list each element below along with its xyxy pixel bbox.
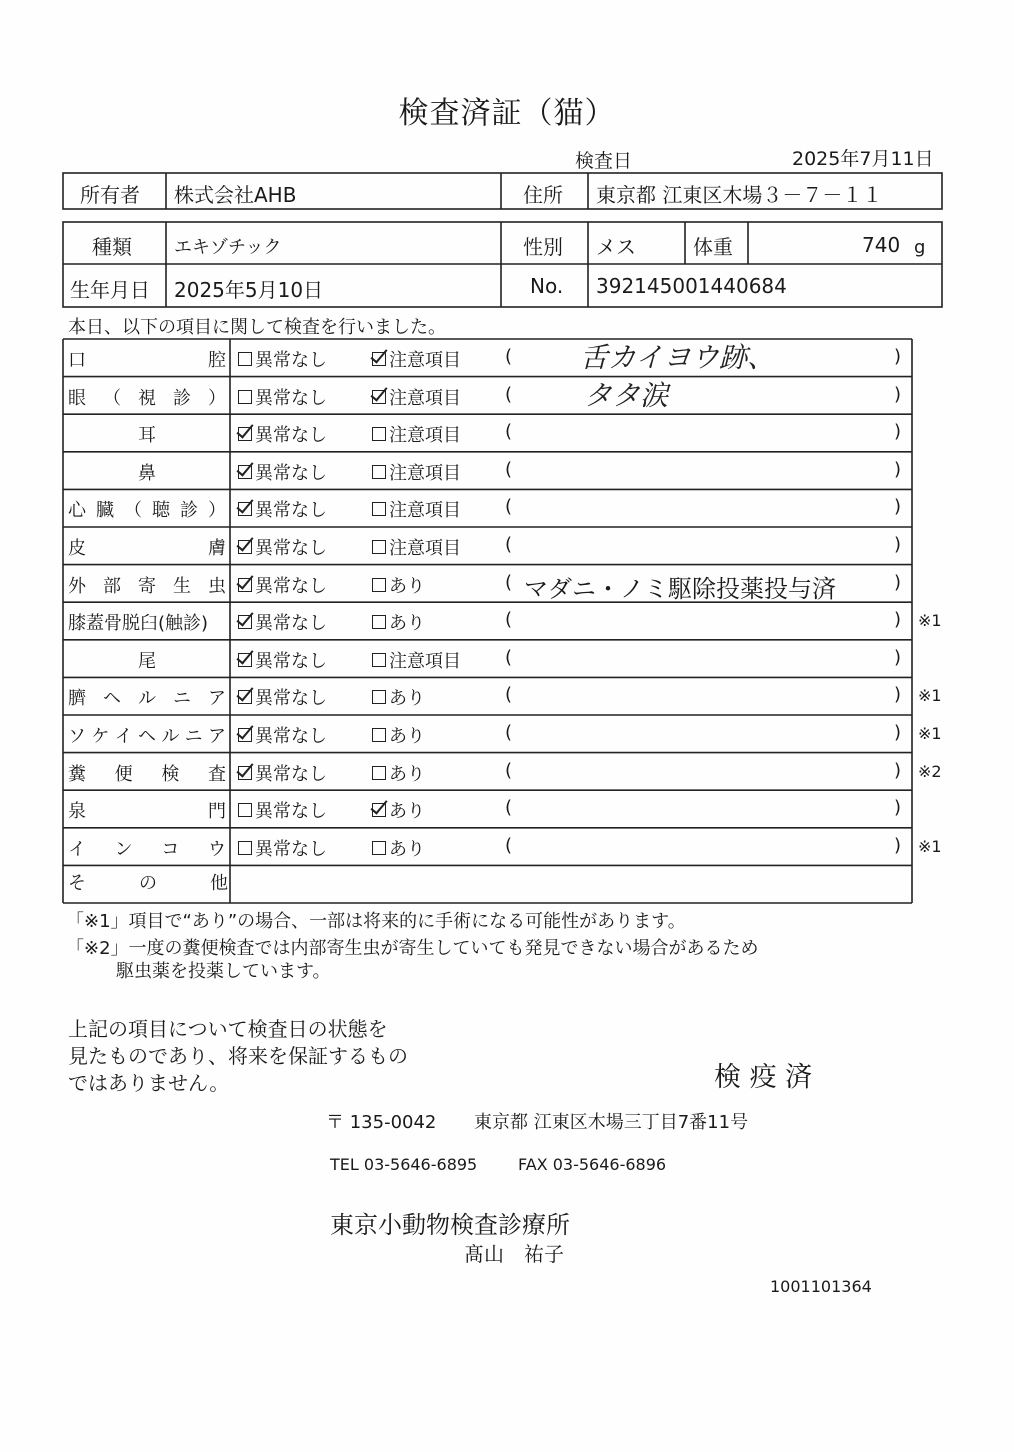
checkbox-icon[interactable]: [372, 540, 386, 554]
other-label-char: 他: [210, 873, 228, 894]
checkbox-icon[interactable]: [238, 766, 252, 780]
option-label: 異常なし: [255, 838, 327, 860]
exam-item-label-char: ル: [138, 688, 156, 710]
type-value: エキゾチック: [174, 237, 282, 258]
intro-text: 本日、以下の項目に関して検査を行いました。: [68, 317, 446, 338]
checkbox-icon[interactable]: [372, 502, 386, 516]
checkbox-icon[interactable]: [372, 615, 386, 629]
option-normal[interactable]: [238, 647, 327, 673]
paren-close: ): [894, 834, 902, 856]
paren-close: ): [894, 684, 902, 706]
option-normal[interactable]: [238, 684, 327, 710]
exam-date: 2025年7月11日: [792, 148, 934, 170]
exam-item-label-char: ウ: [207, 838, 226, 860]
option-label: 異常なし: [255, 500, 327, 522]
paren-close: ): [894, 458, 902, 480]
paren-open: (: [505, 684, 513, 706]
exam-item-label-char: ニ: [173, 688, 191, 710]
paren-close: ): [894, 383, 902, 405]
exam-item-label-char: 泉: [68, 801, 86, 823]
checkbox-icon[interactable]: [372, 690, 386, 704]
exam-item-label-char: 診: [180, 500, 198, 522]
exam-item-label: 尾: [138, 650, 156, 672]
exam-item-label-char: 臍: [68, 688, 86, 710]
footnote-mark: ※2: [918, 761, 942, 781]
exam-item-label-char: （: [103, 387, 121, 409]
paren-close: ): [894, 759, 902, 781]
exam-date-label: 検査日: [575, 150, 633, 172]
paren-close: ): [894, 534, 902, 555]
exam-item-label-char: ）: [208, 500, 226, 522]
exam-item-label-char: ル: [161, 726, 180, 747]
paren-close: ): [894, 346, 902, 367]
option-label: 異常なし: [255, 462, 327, 484]
weight-label: 体重: [693, 235, 733, 259]
option-label: 異常なし: [255, 763, 327, 785]
option-label: あり: [389, 688, 425, 710]
exam-item-label-char: 部: [103, 575, 121, 597]
option-label: 注意項目: [389, 350, 461, 371]
checkbox-icon[interactable]: [372, 728, 386, 742]
exam-note: マダニ・ノミ駆除投薬投与済: [524, 574, 836, 603]
paren-open: (: [505, 458, 513, 480]
exam-item-label-char: 糞: [68, 763, 86, 785]
exam-item-label-char: ヘ: [137, 726, 156, 747]
option-caution[interactable]: [372, 684, 425, 710]
exam-item-label: [68, 684, 226, 710]
birth-value: 2025年5月10日: [174, 278, 324, 302]
exam-item-label: [68, 835, 226, 861]
checkbox-icon[interactable]: [238, 540, 252, 554]
footnote-mark: ※1: [918, 836, 942, 856]
option-caution[interactable]: [372, 421, 461, 447]
checkbox-icon[interactable]: [238, 352, 252, 366]
weight-value: 740: [862, 233, 901, 257]
checkbox-icon[interactable]: [238, 578, 252, 592]
exam-item-label-char: イ: [68, 838, 86, 860]
checkbox-icon[interactable]: [372, 465, 386, 479]
checkbox-icon[interactable]: [238, 728, 252, 742]
clinic-fax: FAX 03-5646-6896: [518, 1155, 667, 1174]
checkbox-icon[interactable]: [238, 653, 252, 667]
paren-open: (: [505, 571, 513, 593]
option-caution[interactable]: [372, 384, 461, 410]
footnote-mark: ※1: [918, 686, 942, 706]
option-label: あり: [389, 801, 425, 823]
owner-label: 所有者: [80, 183, 140, 207]
footnote-mark: ※1: [918, 611, 942, 631]
paren-open: (: [505, 797, 513, 819]
checkbox-icon[interactable]: [372, 803, 386, 817]
exam-item-label: 耳: [138, 425, 156, 447]
footnote-2-cont: 駆虫薬を投薬しています。: [116, 961, 331, 982]
disclaimer-line-2: 見たものであり、将来を保証するもの: [68, 1044, 408, 1068]
paren-close: ): [894, 609, 902, 631]
address-label: 住所: [523, 183, 563, 207]
no-value: 392145001440684: [596, 274, 787, 298]
option-label: 異常なし: [255, 425, 327, 447]
paren-open: (: [505, 609, 513, 631]
paren-open: (: [505, 722, 513, 743]
option-label: 異常なし: [255, 650, 327, 672]
option-label: 異常なし: [255, 538, 327, 559]
option-caution[interactable]: [372, 459, 461, 485]
checkbox-icon[interactable]: [372, 578, 386, 592]
option-normal[interactable]: [238, 760, 327, 786]
exam-item-label-char: 査: [207, 763, 226, 785]
exam-item-label-char: ヘ: [103, 688, 121, 710]
weight-unit: g: [914, 237, 926, 258]
other-label-text: [68, 869, 228, 895]
exam-item-label-char: 便: [114, 763, 133, 785]
paren-close: ): [894, 646, 902, 668]
exam-item-label-char: 臓: [96, 500, 114, 522]
disclaimer-line-3: ではありません。: [68, 1071, 230, 1095]
paren-close: ): [894, 797, 902, 819]
paren-close: ): [894, 421, 902, 443]
exam-item-label-char: ソ: [68, 726, 86, 747]
paren-open: (: [505, 759, 513, 781]
exam-item-label-char: ）: [208, 387, 226, 409]
option-label: あり: [389, 726, 425, 747]
option-label: 注意項目: [389, 538, 461, 559]
checkbox-icon[interactable]: [238, 615, 252, 629]
exam-item-label-char: 眼: [68, 387, 86, 409]
option-caution[interactable]: [372, 346, 461, 372]
quarantine-stamp: 検 疫 済: [714, 1062, 813, 1093]
option-normal[interactable]: [238, 572, 327, 598]
checkbox-icon[interactable]: [372, 841, 386, 855]
exam-item-label-char: 視: [138, 387, 156, 409]
option-normal[interactable]: [238, 421, 327, 447]
option-label: あり: [389, 838, 425, 860]
checkbox-icon[interactable]: [372, 352, 386, 366]
checkbox-icon[interactable]: [238, 502, 252, 516]
sex-label: 性別: [523, 235, 563, 259]
address-value: 東京都 江東区木場３－７－１１: [596, 183, 883, 207]
checkbox-icon[interactable]: [372, 653, 386, 667]
paren-open: (: [505, 346, 513, 367]
option-caution[interactable]: [372, 496, 461, 522]
exam-item-label-char: ケ: [91, 726, 110, 747]
option-caution[interactable]: [372, 722, 425, 748]
checkbox-icon[interactable]: [238, 690, 252, 704]
checkbox-icon[interactable]: [238, 803, 252, 817]
checkbox-icon[interactable]: [372, 766, 386, 780]
option-normal[interactable]: [238, 384, 327, 410]
exam-item-label-char: ア: [208, 688, 226, 710]
other-label-char: の: [139, 873, 157, 894]
sex-value: メス: [596, 235, 636, 259]
exam-item-label-char: 検: [161, 763, 180, 785]
paren-open: (: [505, 646, 513, 668]
paren-open: (: [505, 421, 513, 443]
exam-item-label-char: 生: [173, 575, 191, 597]
owner-value: 株式会社AHB: [174, 183, 297, 207]
exam-item-label: [68, 496, 226, 522]
exam-item-label-char: 門: [208, 801, 226, 823]
birth-label: 生年月日: [70, 278, 150, 302]
option-caution[interactable]: [372, 572, 425, 598]
exam-item-label: [68, 722, 226, 748]
exam-item-label: [68, 760, 226, 786]
doctor-name: 髙山 祐子: [464, 1242, 564, 1266]
option-caution[interactable]: [372, 609, 425, 635]
exam-item-label: [68, 534, 226, 560]
checkbox-icon[interactable]: [372, 390, 386, 404]
option-caution[interactable]: [372, 534, 461, 560]
option-normal[interactable]: [238, 459, 327, 485]
page-title: 検査済証（猫）: [398, 96, 616, 131]
paren-open: (: [505, 534, 513, 555]
option-label: 注意項目: [389, 650, 461, 672]
exam-item-label-char: イ: [114, 726, 133, 747]
paren-close: ): [894, 571, 902, 593]
checkbox-icon[interactable]: [238, 427, 252, 441]
option-label: 異常なし: [255, 575, 327, 597]
exam-item-label: [68, 384, 226, 410]
option-label: 注意項目: [389, 462, 461, 484]
option-normal[interactable]: [238, 496, 327, 522]
other-label: [68, 869, 228, 895]
exam-item-label-char: 膚: [208, 538, 226, 559]
paren-close: ): [894, 496, 902, 518]
option-normal[interactable]: [238, 609, 327, 635]
exam-item-label-char: 腔: [208, 350, 226, 371]
option-normal[interactable]: [238, 346, 327, 372]
option-caution[interactable]: [372, 797, 425, 823]
paren-open: (: [505, 834, 513, 856]
disclaimer-line-1: 上記の項目について検査日の状態を: [68, 1017, 388, 1041]
option-label: 注意項目: [389, 500, 461, 522]
footnote-1: 「※1」項目で“あり”の場合、一部は将来的に手術になる可能性があります。: [66, 911, 686, 932]
option-label: 異常なし: [255, 387, 327, 409]
checkbox-icon[interactable]: [238, 390, 252, 404]
other-label-char: そ: [68, 873, 86, 894]
exam-item-label: [68, 572, 226, 598]
checkbox-icon[interactable]: [372, 427, 386, 441]
exam-item-label-char: 診: [173, 387, 191, 409]
checkbox-icon[interactable]: [238, 465, 252, 479]
paren-open: (: [505, 383, 513, 405]
option-label: あり: [389, 575, 425, 597]
option-normal[interactable]: [238, 835, 327, 861]
exam-item-label-char: 聴: [152, 500, 170, 522]
exam-item-label: [68, 797, 226, 823]
exam-item-label-char: 皮: [68, 538, 86, 559]
option-label: あり: [389, 613, 425, 635]
exam-item-label-char: 外: [68, 575, 86, 597]
option-label: 異常なし: [255, 726, 327, 747]
exam-item-label: [68, 346, 226, 372]
paren-close: ): [894, 722, 902, 743]
clinic-tel: TEL 03-5646-6895: [330, 1155, 478, 1174]
option-label: 異常なし: [255, 688, 327, 710]
exam-item-label-char: 寄: [138, 575, 156, 597]
clinic-name: 東京小動物検査診療所: [330, 1211, 570, 1239]
exam-note: タタ涙: [584, 378, 669, 412]
exam-item-label: 鼻: [138, 462, 156, 484]
footnote-2: 「※2」一度の糞便検査では内部寄生虫が寄生していても発見できない場合があるため: [66, 938, 759, 959]
clinic-address: 東京都 江東区木場三丁目7番11号: [474, 1112, 749, 1133]
postal-code: 〒 135-0042: [326, 1112, 437, 1133]
no-label: No.: [530, 274, 564, 298]
option-normal[interactable]: [238, 797, 327, 823]
exam-item-label-char: 心: [68, 500, 86, 522]
serial-number: 1001101364: [770, 1277, 872, 1296]
option-label: 注意項目: [389, 425, 461, 447]
option-label: 異常なし: [255, 613, 327, 635]
paren-open: (: [505, 496, 513, 518]
exam-item-label-char: （: [124, 500, 142, 522]
option-label: 注意項目: [389, 387, 461, 409]
exam-item-label-char: コ: [161, 838, 180, 860]
exam-item-label-char: ア: [207, 726, 226, 747]
option-normal[interactable]: [238, 722, 327, 748]
exam-item-label-char: ン: [114, 838, 133, 860]
option-caution[interactable]: [372, 647, 461, 673]
option-label: 異常なし: [255, 801, 327, 823]
type-label: 種類: [92, 235, 132, 259]
footnote-mark: ※1: [918, 724, 942, 743]
exam-note: 舌カイヨウ跡、: [580, 341, 776, 374]
option-label: あり: [389, 763, 425, 785]
exam-item-label: 膝蓋骨脱臼(触診): [68, 613, 209, 635]
checkbox-icon[interactable]: [238, 841, 252, 855]
exam-item-label-char: 口: [68, 350, 86, 371]
option-caution[interactable]: [372, 760, 425, 786]
exam-item-label-char: ニ: [184, 726, 203, 747]
option-label: 異常なし: [255, 350, 327, 371]
option-normal[interactable]: [238, 534, 327, 560]
exam-item-label-char: 虫: [208, 575, 226, 597]
option-caution[interactable]: [372, 835, 425, 861]
